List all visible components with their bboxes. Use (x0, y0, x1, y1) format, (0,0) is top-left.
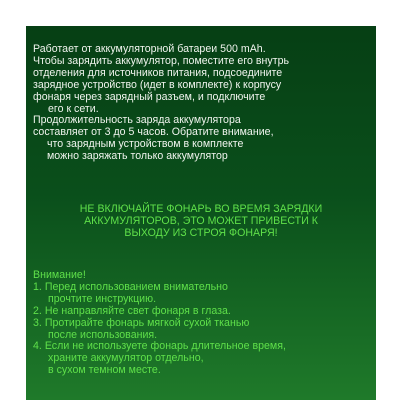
charging-info-line: можно заряжать только аккумулятор (47, 150, 228, 163)
attention-note-line: прочтите инструкцию. (48, 292, 157, 305)
attention-note-line: 2. Не направляйте свет фонаря в глаза. (33, 304, 231, 317)
warning-line: АККУМУЛЯТОРОВ, ЭТО МОЖЕТ ПРИВЕСТИ К (84, 215, 318, 228)
attention-note-line: после использования. (48, 328, 158, 341)
warning-block (26, 203, 376, 239)
attention-note-line: храните аккумулятор отдельно, (48, 352, 204, 365)
warning-line: НЕ ВКЛЮЧАЙТЕ ФОНАРЬ ВО ВРЕМЯ ЗАРЯДКИ (79, 203, 323, 215)
attention-note-line: 1. Перед использованием внимательно (33, 280, 228, 293)
charging-info-line: что зарядным устройством в комплекте (47, 138, 244, 151)
charging-info-line: Чтобы зарядить аккумулятор, поместите его внутрь (33, 54, 290, 67)
attention-note-line: 3. Протирайте фонарь мягкой сухой тканью (33, 316, 250, 329)
attention-heading: Внимание! (33, 269, 86, 281)
charging-info-line: Работает от аккумуляторной батареи 500 mAh. (33, 43, 266, 55)
charging-info-line: его к сети. (48, 102, 99, 115)
instruction-card (26, 26, 376, 400)
charging-info-line: зарядное устройство (идет в комплекте) к корпусу (33, 78, 282, 91)
charging-info-line: составляет от 3 до 5 часов. Обратите внимание, (33, 126, 274, 139)
attention-notes (33, 270, 372, 377)
charging-info-line: отделения для источников питания, подсоедините (33, 66, 283, 79)
charging-info-line: фонаря через зарядный разъем, и подключите (33, 90, 266, 103)
charging-info (33, 44, 372, 163)
charging-info-line: Продолжительность заряда аккумулятора (33, 114, 241, 127)
attention-note-line: 4. Если не используете фонарь длительное время, (33, 340, 286, 353)
attention-note-line: в сухом темном месте. (48, 364, 161, 377)
warning-line: ВЫХОДУ ИЗ СТРОЯ ФОНАРЯ! (124, 227, 278, 240)
